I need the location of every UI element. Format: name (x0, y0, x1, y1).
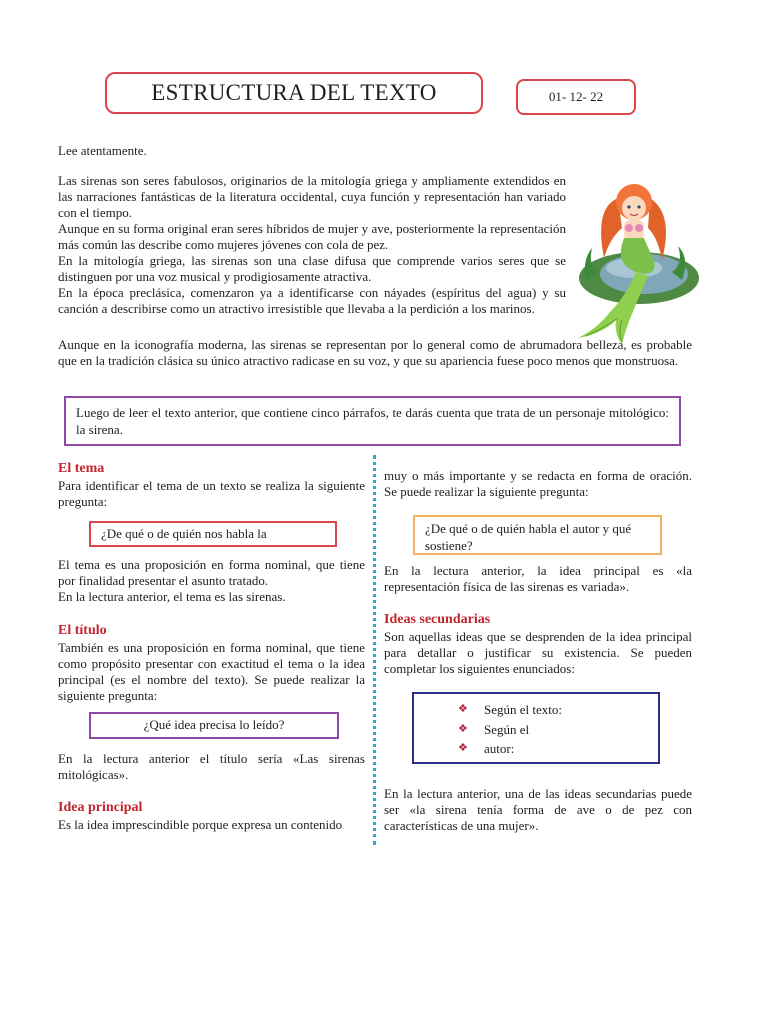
idea-principal-text-continued: muy o más importante y se redacta en forma de oración. Se puede realizar la siguiente pregunta: (384, 468, 692, 499)
column-divider (373, 455, 376, 845)
heading-tema: El tema (58, 461, 105, 476)
date-text: 01- 12- 22 (548, 89, 604, 104)
summary-box (64, 396, 681, 446)
list-item (458, 739, 658, 759)
reading-text-top (58, 173, 566, 317)
tema-text-1: Para identificar el tema de un texto se realiza la siguiente pregunta: (58, 478, 365, 509)
titulo-question: ¿Qué idea precisa lo leído? (143, 717, 285, 732)
instruction-text: Lee atentamente. (58, 143, 147, 158)
reading-paragraph-1: Las sirenas son seres fabulosos, originarios de la mitología griega y ampliamente extendidos en las narraciones fantásticas de la literatura occidental, cuya función y representación han variado con el tiempo. (58, 173, 566, 220)
list-item (458, 700, 658, 720)
page-title: ESTRUCTURA DEL TEXTO (151, 80, 437, 105)
list-item (458, 720, 658, 740)
date-box (516, 79, 636, 115)
list-item-text: Según el texto: (484, 702, 562, 717)
title-box (105, 72, 483, 114)
ideas-secundarias-list (458, 700, 658, 759)
tema-question: ¿De qué o de quién nos habla la (101, 526, 267, 541)
ideas-secundarias-text-2: En la lectura anterior, una de las ideas secundarias puede ser «la sirena tenía forma de ave o de pez con características de una mujer». (384, 786, 692, 833)
list-item-text: autor: (484, 741, 515, 756)
ideas-secundarias-list-box (412, 692, 660, 764)
summary-text: Luego de leer el texto anterior, que contiene cinco párrafos, te darás cuenta que trata de un personaje mitológico: la sirena. (76, 405, 669, 437)
tema-text-3: En la lectura anterior, el tema es las sirenas. (58, 589, 286, 604)
heading-ideas-secundarias: Ideas secundarias (384, 612, 491, 627)
tema-question-box (89, 521, 337, 547)
diamond-bullet-icon: ❖ (458, 742, 468, 754)
ideas-secundarias-text-1: Son aquellas ideas que se desprenden de la idea principal para detallar o justificar su existencia. Se pueden completar los siguientes enunciados: (384, 629, 692, 676)
diamond-bullet-icon: ❖ (458, 722, 468, 735)
list-item-text: Según el (484, 721, 530, 737)
idea-principal-text-2: En la lectura anterior, la idea principal es «la representación física de las sirenas es variada». (384, 563, 692, 594)
tema-text-2: El tema es una proposición en forma nominal, que tiene por finalidad presentar el asunto tratado. (58, 557, 365, 588)
reading-paragraph-2: Aunque en su forma original eran seres híbridos de mujer y ave, posteriormente la representación más común las describe como mujeres jóvenes con cola de pez. (58, 221, 566, 252)
diamond-bullet-icon: ❖ (458, 703, 468, 715)
idea-principal-question: ¿De qué o de quién habla el autor y qué sostiene? (425, 521, 632, 553)
reading-paragraph-5: Aunque en la iconografía moderna, las sirenas se representan por lo general como de abrumadora belleza, es probable que en la tradición clásica su único atractivo radicase en su voz, y que su apariencia fuese poco menos que monstruosa. (58, 337, 692, 368)
heading-idea-principal: Idea principal (58, 800, 143, 815)
reading-paragraph-3: En la mitología griega, las sirenas son una clase difusa que comprende varios seres que se distinguen por una voz musical y prodigiosamente atractiva. (58, 253, 566, 284)
mermaid-illustration (574, 168, 704, 346)
heading-titulo: El título (58, 623, 107, 638)
reading-paragraph-4: En la época preclásica, comenzaron ya a identificarse con náyades (espíritus del agua) y su canción a describirse como un atractivo irresistible que llevaba a la perdición a los marinos. (58, 285, 566, 316)
titulo-text-1: También es una proposición en forma nominal, que tiene como propósito presentar con exactitud el tema o la idea principal (es el nombre del texto). Se puede realizar la siguiente pregunta: (58, 640, 365, 703)
titulo-text-2: En la lectura anterior el título sería «Las sirenas mitológicas». (58, 751, 365, 782)
titulo-question-box (89, 712, 339, 739)
idea-principal-text-1: Es la idea imprescindible porque expresa un contenido (58, 817, 343, 832)
idea-principal-question-box (413, 515, 662, 555)
